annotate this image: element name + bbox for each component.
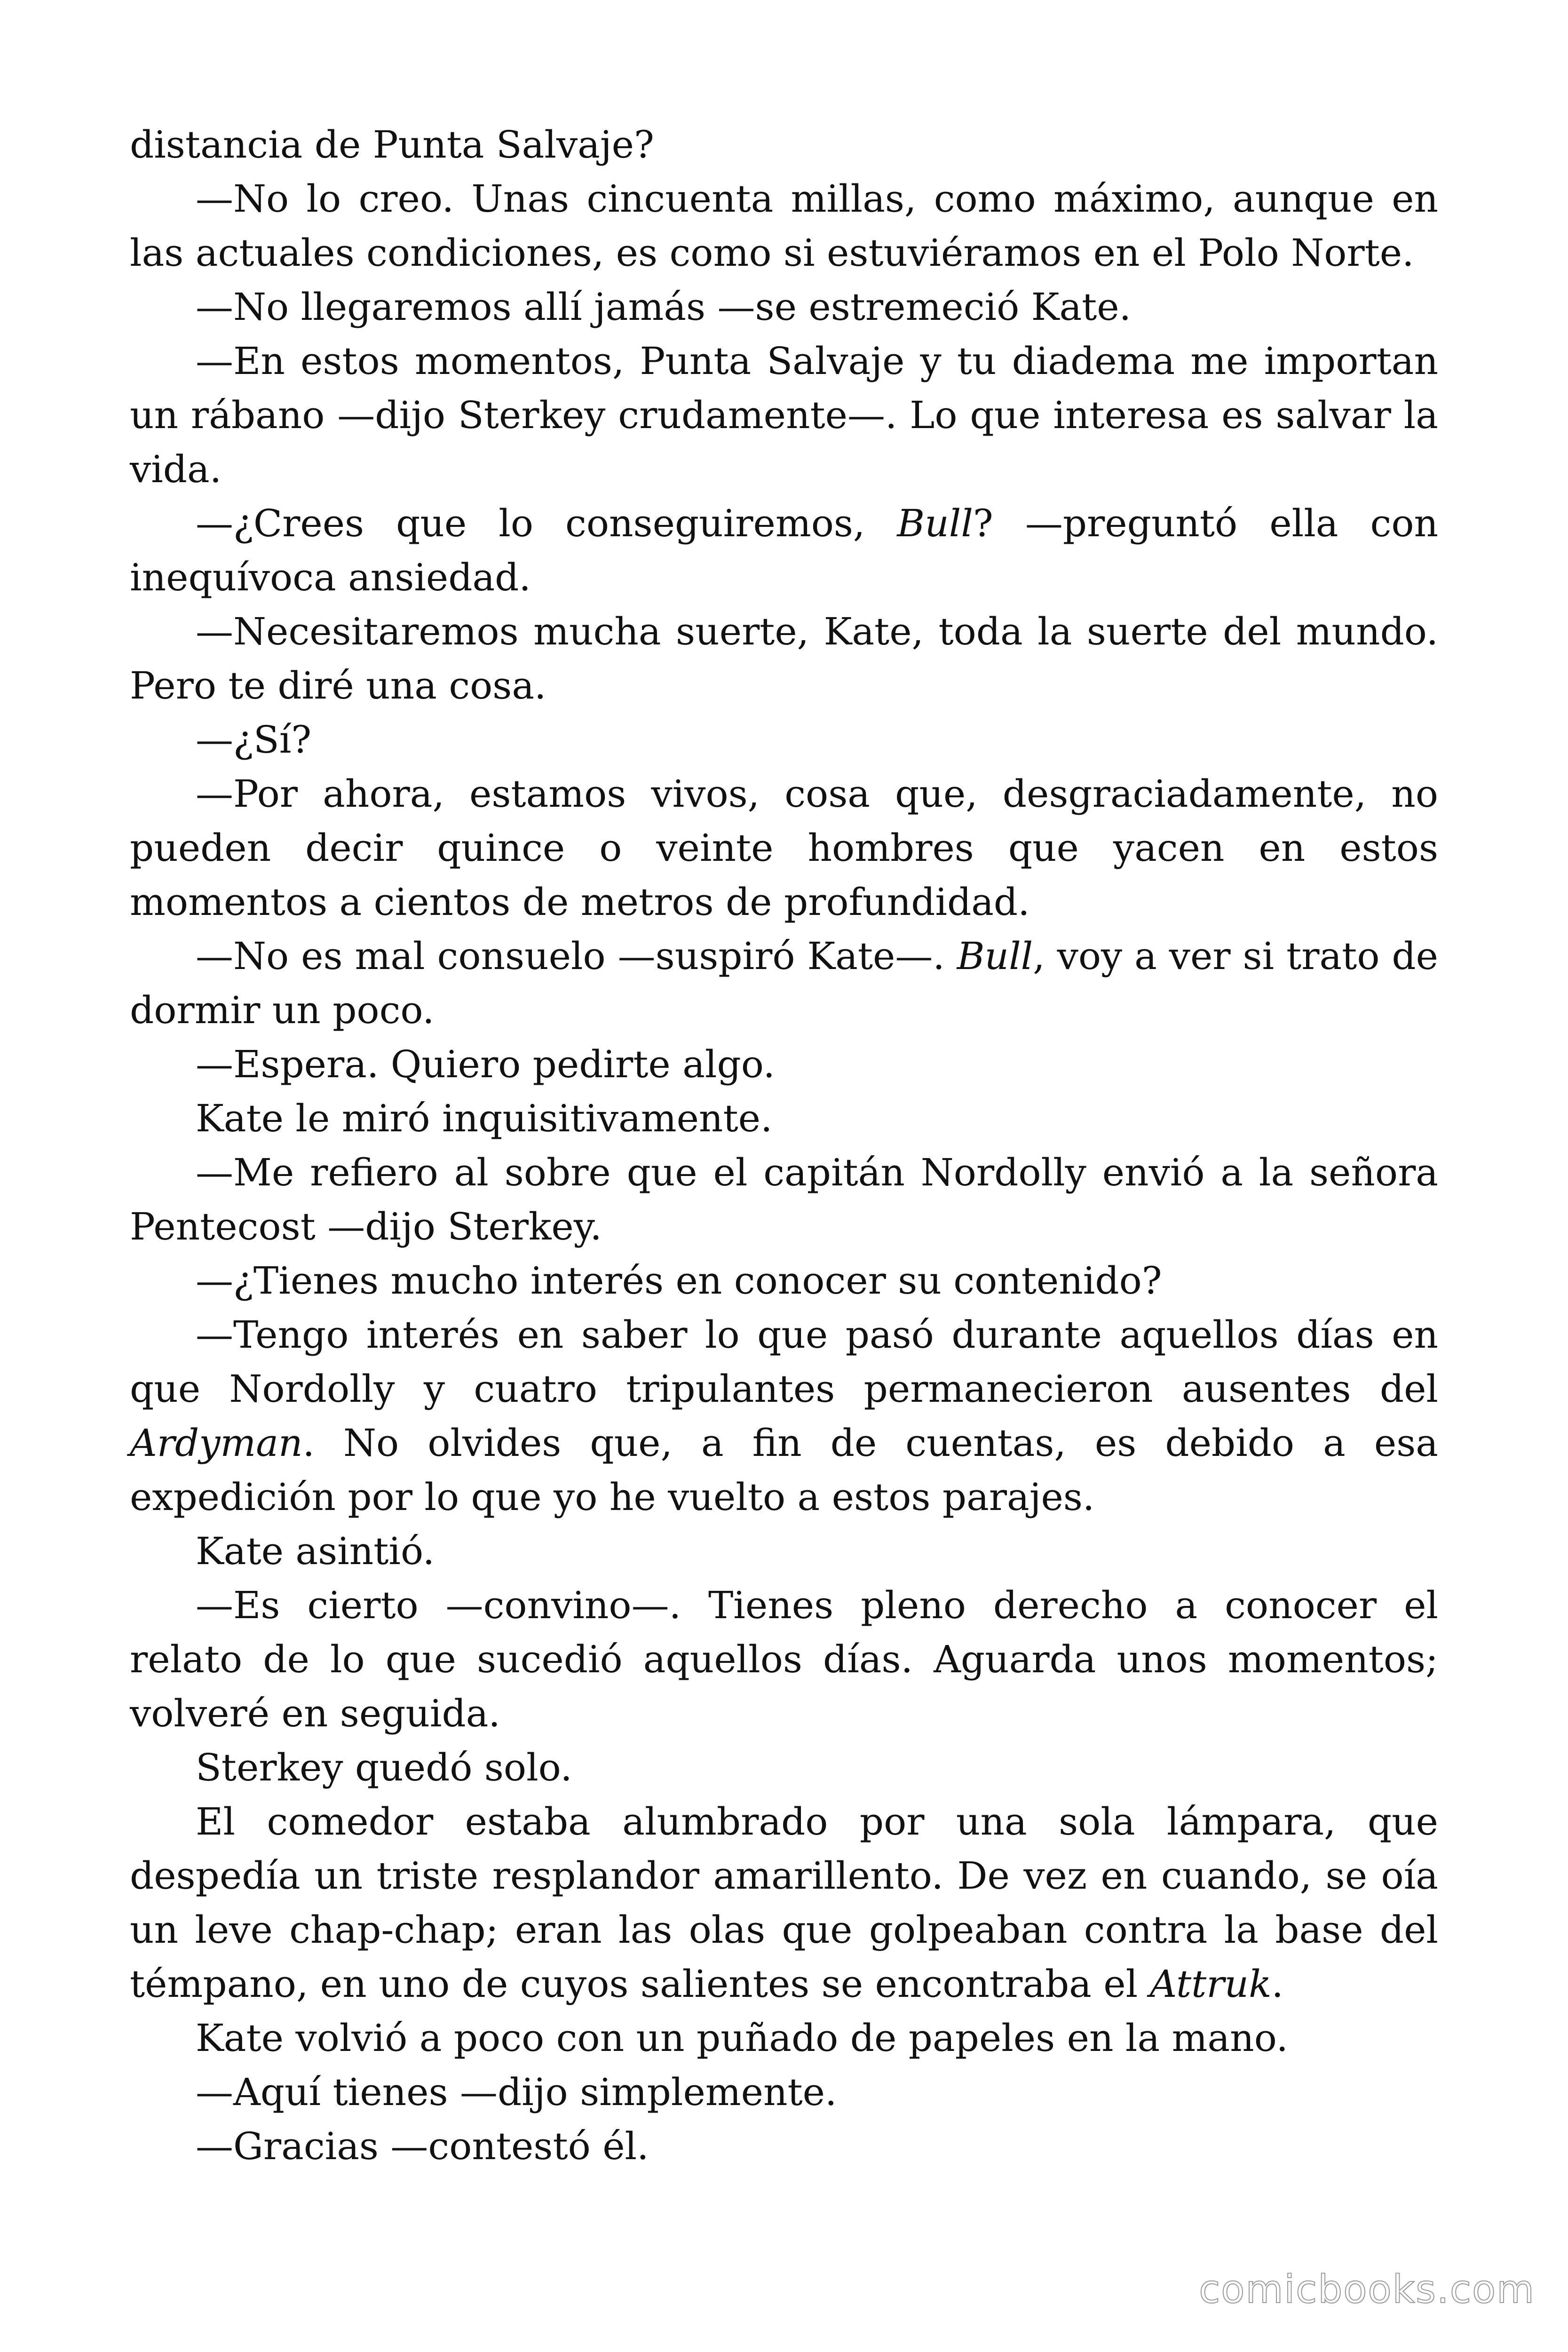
paragraph: [130, 767, 1438, 929]
paragraph: [130, 1254, 1438, 1308]
paragraph: [130, 929, 1438, 1037]
text-run: Kate asintió.: [196, 1529, 435, 1573]
text-run: —Espera. Quiero pedirte algo.: [196, 1042, 775, 1086]
paragraph: [130, 280, 1438, 334]
text-run: Sterkey quedó solo.: [196, 1746, 572, 1789]
paragraph: [130, 1795, 1438, 2011]
text-run: —Por ahora, estamos vivos, cosa que, desgraciadamente, no pueden decir quince o veinte hombres que yacen en estos momentos a cientos de metros de profundidad.: [130, 772, 1438, 924]
text-run: —No llegaremos allí jamás —se estremeció Kate.: [196, 285, 1132, 329]
paragraph: [130, 1524, 1438, 1578]
text-run: .: [1271, 1962, 1283, 2006]
paragraph: [130, 496, 1438, 604]
paragraph: [130, 2119, 1438, 2173]
paragraph: [130, 1091, 1438, 1145]
text-run: —Aquí tienes —dijo simplemente.: [196, 2070, 837, 2114]
paragraph: [130, 1578, 1438, 1740]
text-run: —¿Crees que lo conseguiremos,: [196, 501, 897, 545]
paragraph: [130, 172, 1438, 280]
text-run: —Me refiero al sobre que el capitán Nordolly envió a la señora Pentecost —dijo Sterkey.: [130, 1151, 1438, 1248]
text-run: Kate le miró inquisitivamente.: [196, 1097, 773, 1140]
body-text: [130, 118, 1438, 2173]
paragraph: [130, 1145, 1438, 1254]
text-run: —No es mal consuelo —suspiró Kate—.: [196, 934, 957, 978]
paragraph: [130, 1740, 1438, 1795]
text-run: —Tengo interés en saber lo que pasó durante aquellos días en que Nordolly y cuatro tripulantes permanecieron ausentes del: [130, 1313, 1438, 1411]
italic-name: Bull: [897, 501, 973, 545]
text-run: —En estos momentos, Punta Salvaje y tu diadema me importan un rábano —dijo Sterkey crudamente—. Lo que interesa es salvar la vida.: [130, 339, 1438, 491]
text-run: —No lo creo. Unas cincuenta millas, como máximo, aunque en las actuales condiciones, es como si estuviéramos en el Polo Norte.: [130, 177, 1438, 275]
paragraph: [130, 604, 1438, 713]
text-run: ? —preguntó ella con inequívoca ansiedad.: [130, 501, 1439, 599]
paragraph: [130, 334, 1438, 496]
italic-name: Attruk: [1149, 1962, 1272, 2006]
watermark-logo: comicbooks.com: [1199, 2267, 1535, 2312]
text-run: , voy a ver si trato de dormir un poco.: [130, 934, 1438, 1032]
paragraph: [130, 1308, 1438, 1524]
paragraph: [130, 2011, 1438, 2065]
text-run: distancia de Punta Salvaje?: [130, 123, 654, 167]
text-run: —¿Sí?: [196, 718, 312, 762]
text-run: —Es cierto —convino—. Tienes pleno derecho a conocer el relato de lo que sucedió aquellos días. Aguarda unos momentos; volveré en seguida.: [130, 1583, 1438, 1735]
text-run: El comedor estaba alumbrado por una sola lámpara, que despedía un triste resplandor amarillento. De vez en cuando, se oía un leve chap-chap; eran las olas que golpeaban contra la base del témpano, en uno de cuyos salientes se encontraba el: [130, 1800, 1438, 2006]
text-run: . No olvides que, a fin de cuentas, es debido a esa expedición por lo que yo he vuelto a estos parajes.: [130, 1421, 1438, 1519]
paragraph: [130, 2065, 1438, 2119]
paragraph: [130, 713, 1438, 767]
paragraph: [130, 118, 1438, 172]
text-run: —¿Tienes mucho interés en conocer su contenido?: [196, 1259, 1162, 1303]
italic-name: Ardyman: [130, 1421, 303, 1465]
text-run: Kate volvió a poco con un puñado de papeles en la mano.: [196, 2016, 1288, 2060]
italic-name: Bull: [957, 934, 1033, 978]
paragraph: [130, 1037, 1438, 1091]
text-run: —Gracias —contestó él.: [196, 2124, 649, 2168]
text-run: —Necesitaremos mucha suerte, Kate, toda la suerte del mundo. Pero te diré una cosa.: [130, 610, 1438, 707]
